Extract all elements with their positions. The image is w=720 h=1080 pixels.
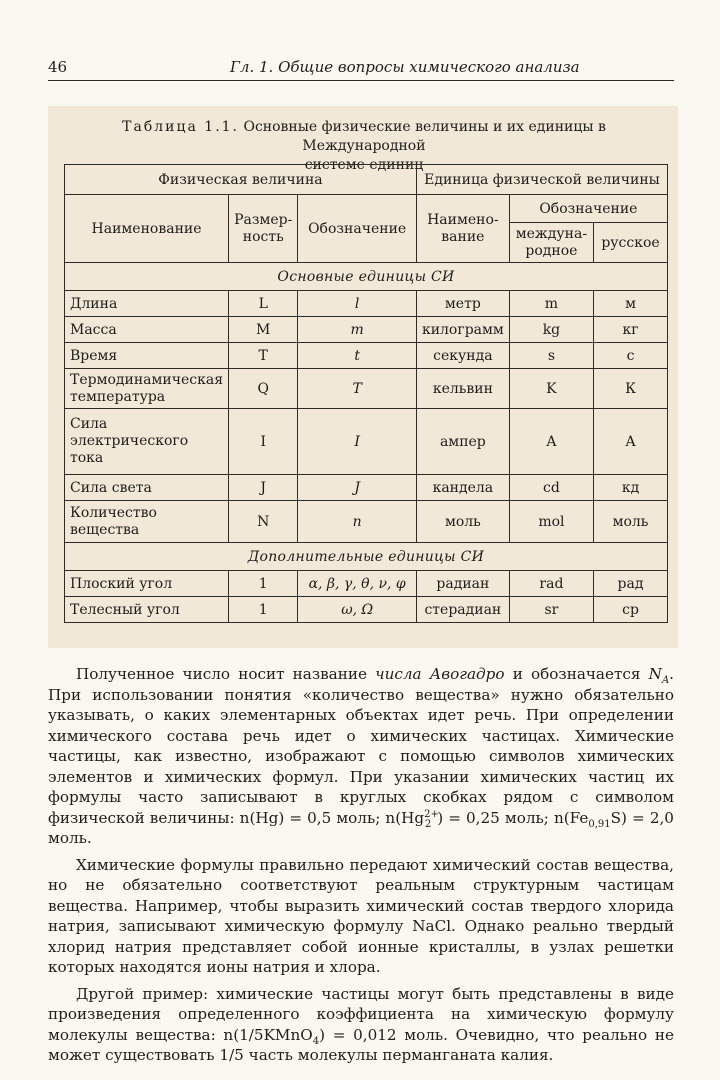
cell-international: m xyxy=(509,291,593,317)
symbol-na xyxy=(648,665,670,687)
th-unit-name xyxy=(416,195,509,263)
cell-symbol: n xyxy=(298,501,417,543)
cell-international: K xyxy=(509,369,593,409)
table-row xyxy=(65,291,668,317)
cell-name-line: Сила xyxy=(70,416,108,432)
cell-international: rad xyxy=(509,571,593,597)
cell-russian: рад xyxy=(594,571,668,597)
running-header xyxy=(48,56,674,81)
cell-name xyxy=(65,409,229,475)
cell-international: kg xyxy=(509,317,593,343)
formula-kmno4 xyxy=(223,1025,444,1047)
formula-part: n(Fe xyxy=(553,808,589,827)
cell-name-line: температура xyxy=(70,388,166,405)
cell-unit-name: килограмм xyxy=(416,317,509,343)
separator: ; xyxy=(543,808,554,827)
cell-international: A xyxy=(509,409,593,475)
cell-russian: кд xyxy=(594,475,668,501)
caption-line-1: Основные физические величины и их единицы в Международной xyxy=(243,119,606,154)
formula-hg2 xyxy=(385,808,544,830)
text-run: Другой пример: химические частицы могут быть представлены в виде произведения определенного коэффициента на химическую формулу молекулы вещества: xyxy=(48,984,674,1044)
cell-name xyxy=(65,369,229,409)
paragraph-3 xyxy=(48,984,674,1066)
table-row xyxy=(65,317,668,343)
th-dimension-line-2: ность xyxy=(242,228,284,245)
formula-part: n(Hg xyxy=(385,808,425,827)
cell-russian: с xyxy=(594,343,668,369)
units-table xyxy=(64,164,668,623)
text-run: . Очевидно, что реально не может существовать 1/5 часть молекулы перманганата калия. xyxy=(48,1025,674,1064)
cell-russian: К xyxy=(594,369,668,409)
cell-international: cd xyxy=(509,475,593,501)
symbol-n: N xyxy=(648,665,662,683)
section-row xyxy=(65,543,668,571)
paragraph-1 xyxy=(48,664,674,849)
cell-name-line: электрического xyxy=(70,433,189,449)
table-row xyxy=(65,571,668,597)
page-number: 46 xyxy=(48,58,68,76)
formula-part: ) = 0,012 моль xyxy=(319,1025,444,1044)
th-name: Наименование xyxy=(65,195,229,263)
caption-label: Таблица 1.1. xyxy=(122,119,240,135)
cell-unit-name: ампер xyxy=(416,409,509,475)
th-unit-name-line-1: Наимено- xyxy=(427,211,499,228)
body-text xyxy=(48,664,674,1066)
cell-dimension: L xyxy=(229,291,298,317)
section-extra-units: Дополнительные единицы СИ xyxy=(65,543,668,571)
cell-russian: кг xyxy=(594,317,668,343)
cell-international: sr xyxy=(509,597,593,623)
cell-dimension: M xyxy=(229,317,298,343)
th-unit-name-line-2: вание xyxy=(441,228,485,245)
formula-part: ) = 0,25 моль xyxy=(437,808,544,827)
cell-name: Телесный угол xyxy=(65,597,229,623)
cell-name: Сила света xyxy=(65,475,229,501)
cell-name-line: тока xyxy=(70,450,104,466)
cell-unit-name: метр xyxy=(416,291,509,317)
th-russian: русское xyxy=(594,223,668,263)
cell-dimension: I xyxy=(229,409,298,475)
table-row xyxy=(65,369,668,409)
cell-symbol: m xyxy=(298,317,417,343)
table-row xyxy=(65,475,668,501)
formula-part: n(1/5KMnO xyxy=(223,1025,313,1044)
th-dimension xyxy=(229,195,298,263)
cell-russian: м xyxy=(594,291,668,317)
caption-line-2: системе единиц xyxy=(304,157,424,173)
th-symbol: Обозначение xyxy=(298,195,417,263)
cell-symbol: ω, Ω xyxy=(298,597,417,623)
cell-international: mol xyxy=(509,501,593,543)
section-base-units: Основные единицы СИ xyxy=(65,263,668,291)
cell-name-line: вещества xyxy=(70,521,140,538)
symbol-subscript: A xyxy=(661,675,670,687)
formula-hg: n(Hg) = 0,5 моль xyxy=(239,808,376,827)
th-international-line-2: родное xyxy=(525,242,578,259)
cell-symbol: α, β, γ, θ, ν, φ xyxy=(298,571,417,597)
th-unit-symbol: Обозначение xyxy=(509,195,667,223)
cell-symbol: T xyxy=(298,369,417,409)
cell-name-line: Термодинамическая xyxy=(70,371,224,388)
section-row xyxy=(65,263,668,291)
cell-unit-name: моль xyxy=(416,501,509,543)
formula-subscript: 2 xyxy=(424,818,432,830)
paragraph-2: Химические формулы правильно передают химический состав вещества, но не обязательно соответствуют реальным структурным частицам вещества. Например, чтобы выразить химический состав твердого хлорида натрия, записывают химическую формулу NaCl. Однако реально твердый хлорид натрия представляет собой ионные кристаллы, в узлах решетки которых находятся ионы натрия и хлора. xyxy=(48,855,674,976)
cell-name: Время xyxy=(65,343,229,369)
table-row xyxy=(65,343,668,369)
term-avogadro: числа Авогадро xyxy=(375,665,505,683)
formula-subscript: 0,91 xyxy=(588,818,611,830)
cell-name: Масса xyxy=(65,317,229,343)
text-run: и обозначается xyxy=(504,665,649,683)
cell-dimension: 1 xyxy=(229,571,298,597)
th-international xyxy=(509,223,593,263)
th-unit: Единица физической величины xyxy=(416,165,667,195)
th-physical-quantity: Физическая величина xyxy=(65,165,417,195)
text-run: Полученное число носит название xyxy=(76,665,376,683)
formula-part: S) = 2,0 моль. xyxy=(48,808,674,847)
cell-russian: моль xyxy=(594,501,668,543)
cell-russian: ср xyxy=(594,597,668,623)
table-row xyxy=(65,409,668,475)
table-header-row xyxy=(65,195,668,223)
text-run: . При использовании понятия «количество вещества» нужно обязательно указывать, о каких элементарных объектах идет речь. При определении химического состава речь идет о химических частицах. Химические частицы, как известно, изображают с помощью символов химических элементов и химических формул. При указании химических частиц их формулы часто записывают в круглых скобках рядом с символом физической величины: xyxy=(48,665,674,827)
cell-unit-name: секунда xyxy=(416,343,509,369)
cell-symbol: J xyxy=(298,475,417,501)
cell-name xyxy=(65,501,229,543)
cell-unit-name: радиан xyxy=(416,571,509,597)
running-title: Гл. 1. Общие вопросы химического анализа xyxy=(230,58,580,76)
cell-russian: А xyxy=(594,409,668,475)
cell-dimension: T xyxy=(229,343,298,369)
table-row xyxy=(65,501,668,543)
cell-dimension: 1 xyxy=(229,597,298,623)
th-international-line-1: междуна- xyxy=(515,225,588,242)
cell-dimension: J xyxy=(229,475,298,501)
cell-international: s xyxy=(509,343,593,369)
cell-name-line: Количество xyxy=(70,504,157,521)
table-row xyxy=(65,597,668,623)
cell-unit-name: кельвин xyxy=(416,369,509,409)
cell-dimension: Q xyxy=(229,369,298,409)
cell-unit-name: кандела xyxy=(416,475,509,501)
cell-symbol: I xyxy=(298,409,417,475)
cell-dimension: N xyxy=(229,501,298,543)
cell-unit-name: стерадиан xyxy=(416,597,509,623)
formula-superscript: 2+ xyxy=(424,808,439,820)
formula-subscript: 4 xyxy=(312,1035,320,1047)
cell-symbol: t xyxy=(298,343,417,369)
cell-name: Плоский угол xyxy=(65,571,229,597)
cell-name: Длина xyxy=(65,291,229,317)
table-header-row xyxy=(65,165,668,195)
cell-symbol: l xyxy=(298,291,417,317)
th-dimension-line-1: Размер- xyxy=(234,211,293,228)
separator: ; xyxy=(375,808,386,827)
